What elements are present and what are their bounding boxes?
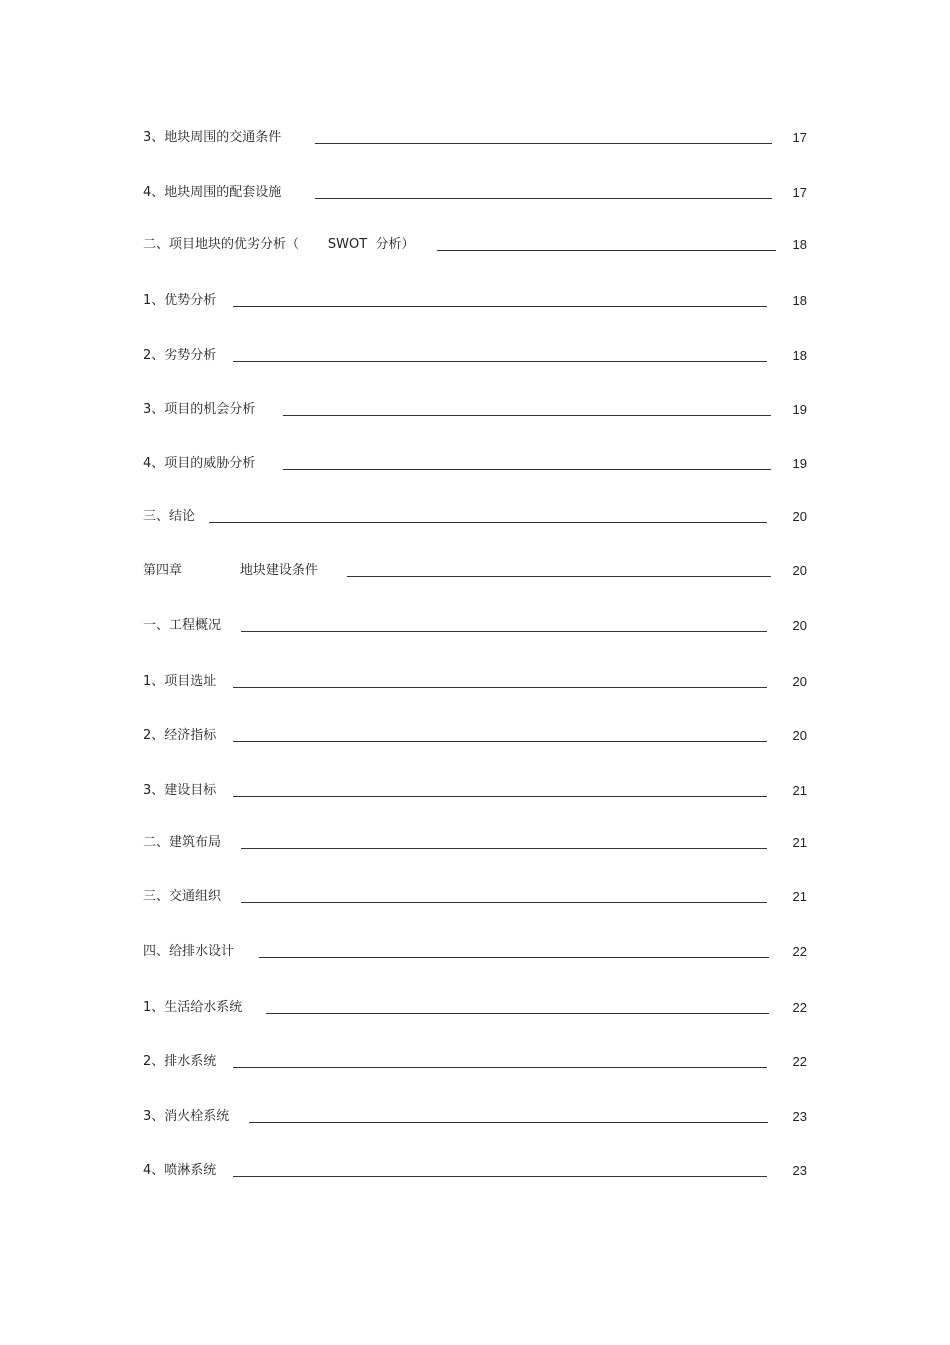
toc-entry-label: 1、优势分析 xyxy=(143,293,217,308)
toc-page-number: 22 xyxy=(792,1000,807,1015)
toc-entry[interactable] xyxy=(143,1162,807,1184)
toc-page-number: 21 xyxy=(792,889,807,904)
toc-entry[interactable] xyxy=(143,999,807,1021)
toc-leader-line xyxy=(233,687,767,688)
toc-entry-label: 四、给排水设计 xyxy=(143,944,235,959)
toc-page-number: 18 xyxy=(792,348,807,363)
toc-entry-label: 2、排水系统 xyxy=(143,1054,217,1069)
toc-leader-line xyxy=(241,631,767,632)
toc-entry[interactable] xyxy=(143,455,807,477)
toc-leader-line xyxy=(283,415,771,416)
toc-leader-line xyxy=(233,1176,767,1177)
toc-entry-label: 3、消火栓系统 xyxy=(143,1109,230,1124)
toc-entry-label: 3、项目的机会分析 xyxy=(143,402,256,417)
toc-leader-line xyxy=(233,741,767,742)
toc-entry-label: 2、劣势分析 xyxy=(143,348,217,363)
toc-entry[interactable] xyxy=(143,129,807,151)
toc-entry[interactable] xyxy=(143,1108,807,1130)
toc-page-number: 20 xyxy=(792,509,807,524)
toc-leader-line xyxy=(249,1122,768,1123)
toc-leader-line xyxy=(233,361,767,362)
toc-entry[interactable] xyxy=(143,401,807,423)
toc-page-number: 21 xyxy=(792,783,807,798)
toc-entry-label: 1、项目选址 xyxy=(143,674,217,689)
toc-entry-label: 1、生活给水系统 xyxy=(143,1000,243,1015)
toc-entry-label: 4、地块周围的配套设施 xyxy=(143,185,282,200)
toc-entry-label: 3、建设目标 xyxy=(143,783,217,798)
toc-leader-line xyxy=(266,1013,769,1014)
toc-entry-label: 4、项目的威胁分析 xyxy=(143,456,256,471)
toc-leader-line xyxy=(259,957,769,958)
toc-entry[interactable] xyxy=(143,292,807,314)
toc-entry-label: 第四章 地块建设条件 xyxy=(143,563,318,578)
toc-entry[interactable] xyxy=(143,1053,807,1075)
toc-leader-line xyxy=(241,848,767,849)
toc-page-number: 19 xyxy=(792,456,807,471)
toc-entry-label: 三、交通组织 xyxy=(143,889,222,904)
toc-entry-label: 二、建筑布局 xyxy=(143,835,222,850)
toc-leader-line xyxy=(283,469,771,470)
toc-leader-line xyxy=(233,796,767,797)
toc-entry-label: 4、喷淋系统 xyxy=(143,1163,217,1178)
toc-page-number: 22 xyxy=(792,1054,807,1069)
toc-entry-label: 3、地块周围的交通条件 xyxy=(143,130,282,145)
toc-page-number: 23 xyxy=(792,1163,807,1178)
toc-entry[interactable] xyxy=(143,617,807,639)
toc-leader-line xyxy=(347,576,771,577)
toc-page-number: 19 xyxy=(792,402,807,417)
toc-entry[interactable] xyxy=(143,943,807,965)
toc-leader-line xyxy=(233,1067,767,1068)
toc-page-number: 20 xyxy=(792,728,807,743)
toc-entry[interactable] xyxy=(143,673,807,695)
toc-page-number: 18 xyxy=(792,237,807,252)
toc-entry-label: 2、经济指标 xyxy=(143,728,217,743)
toc-entry[interactable] xyxy=(143,236,807,258)
toc-leader-line xyxy=(209,522,767,523)
toc-page-number: 23 xyxy=(792,1109,807,1124)
toc-entry-label: 二、项目地块的优劣分析（ SWOT 分析） xyxy=(143,237,415,252)
toc-leader-line xyxy=(437,250,776,251)
toc-page-number: 20 xyxy=(792,618,807,633)
toc-page-number: 22 xyxy=(792,944,807,959)
toc-entry[interactable] xyxy=(143,888,807,910)
toc-page-number: 18 xyxy=(792,293,807,308)
toc-entry-label: 一、工程概况 xyxy=(143,618,222,633)
toc-entry[interactable] xyxy=(143,508,807,530)
toc-leader-line xyxy=(315,143,772,144)
toc-leader-line xyxy=(241,902,767,903)
toc-entry[interactable] xyxy=(143,562,807,584)
toc-leader-line xyxy=(233,306,767,307)
toc-entry[interactable] xyxy=(143,184,807,206)
toc-page-number: 17 xyxy=(792,185,807,200)
toc-entry[interactable] xyxy=(143,347,807,369)
toc-page-number: 17 xyxy=(792,130,807,145)
toc-page-number: 20 xyxy=(792,674,807,689)
toc-entry[interactable] xyxy=(143,727,807,749)
toc-entry-label: 三、结论 xyxy=(143,509,196,524)
toc-page-number: 20 xyxy=(792,563,807,578)
toc-entry[interactable] xyxy=(143,782,807,804)
toc-leader-line xyxy=(315,198,772,199)
toc-entry[interactable] xyxy=(143,834,807,856)
toc-page-number: 21 xyxy=(792,835,807,850)
